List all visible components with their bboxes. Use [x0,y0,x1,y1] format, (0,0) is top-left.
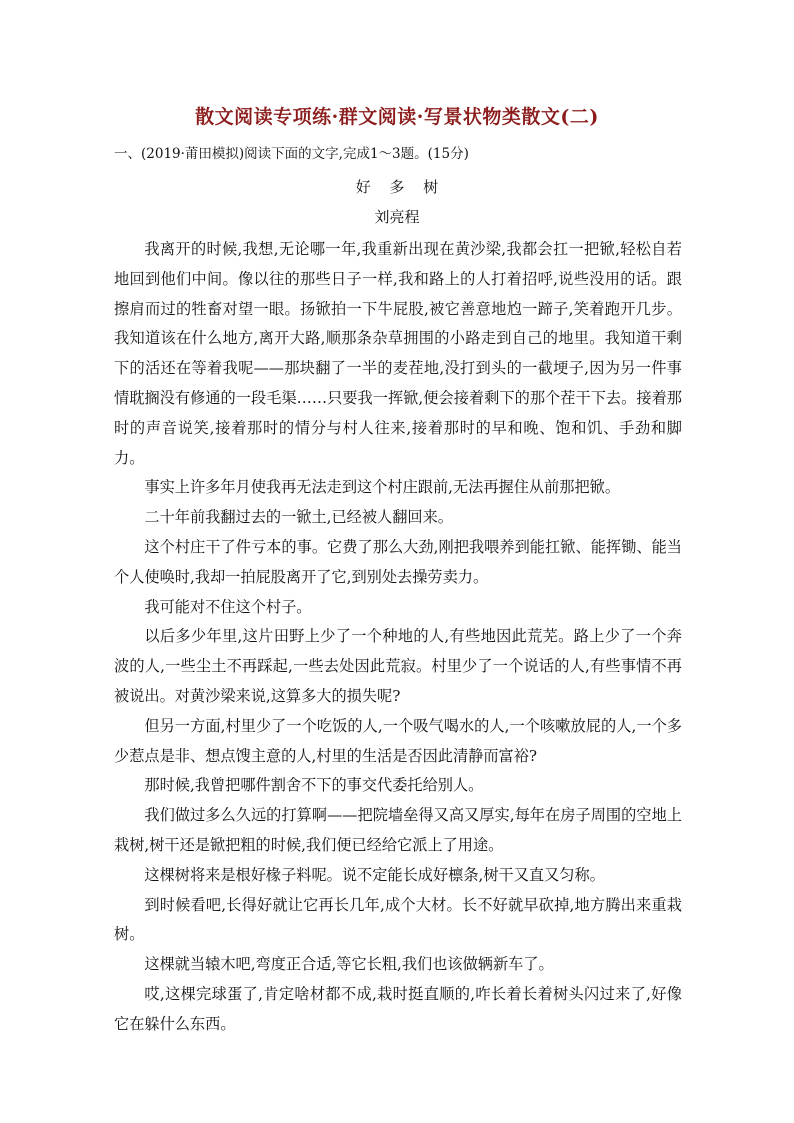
essay-author: 刘亮程 [374,208,420,226]
paragraph: 我离开的时候,我想,无论哪一年,我重新出现在黄沙梁,我都会扛一把锨,轻松自若地回到他们中间。像以往的那些日子一样,我和路上的人打着招呼,说些没用的话。跟擦肩而过的牲畜对望一眼。扬锨拍一下牛屁股,被它善意地尥一蹄子,笑着跑开几步。我知道该在什么地方,离开大路,顺那条杂草拥围的小路走到自己的地里。我知道干剩下的活还在等着我呢——那块翻了一半的麦茬地,没打到头的一截埂子,因为另一件事情耽搁没有修通的一段毛渠……只要我一挥锨,便会接着剩下的那个茬干下去。接着那时的声音说笑,接着那时的情分与村人往来,接着那时的早和晚、饱和饥、手劲和脚力。 [114,240,682,467]
document-title: 散文阅读专项练·群文阅读·写景状物类散文(二) [195,106,599,128]
paragraph: 事实上许多年月使我再无法走到这个村庄跟前,无法再握住从前那把锨。 [144,478,621,497]
paragraph: 我们做过多么久远的打算啊——把院墙垒得又高又厚实,每年在房子周围的空地上栽树,树干还是锨把粗的时候,我们便已经给它派上了用途。 [114,806,682,854]
paragraph: 二十年前我翻过去的一锨土,已经被人翻回来。 [144,508,453,527]
paragraph: 这棵就当辕木吧,弯度正合适,等它长粗,我们也该做辆新车了。 [144,955,554,974]
paragraph: 哎,这棵完球蛋了,肯定啥材都不成,栽时挺直顺的,咋长着长着树头闪过来了,好像它在躲什么东西。 [114,984,682,1033]
paragraph: 但另一方面,村里少了一个吃饭的人,一个吸气喝水的人,一个咳嗽放屁的人,一个多少惹点是非、想点馊主意的人,村里的生活是否因此清静而富裕? [114,716,682,765]
essay-title: 好 多 树 [355,178,439,196]
question-intro: 一、(2019·莆田模拟)阅读下面的文字,完成1～3题。(15分) [114,146,469,162]
paragraph: 这个村庄干了件亏本的事。它费了那么大劲,刚把我喂养到能扛锨、能挥锄、能当个人使唤时,我却一拍屁股离开了它,到别处去操劳卖力。 [114,537,682,586]
paragraph: 这棵树将来是根好椽子料呢。说不定能长成好檩条,树干又直又匀称。 [144,865,605,884]
paragraph: 我可能对不住这个村子。 [144,597,312,616]
paragraph: 以后多少年里,这片田野上少了一个种地的人,有些地因此荒芜。路上少了一个奔波的人,一些尘土不再踩起,一些去处因此荒寂。村里少了一个说话的人,有些事情不再被说出。对黄沙梁来说,这算多大的损失呢? [114,627,682,705]
paragraph: 那时候,我曾把哪件割舍不下的事交代委托给别人。 [144,776,484,795]
paragraph: 到时候看吧,长得好就让它再长几年,成个大材。长不好就早砍掉,地方腾出来重栽树。 [114,895,682,944]
essay-body [114,235,682,1040]
